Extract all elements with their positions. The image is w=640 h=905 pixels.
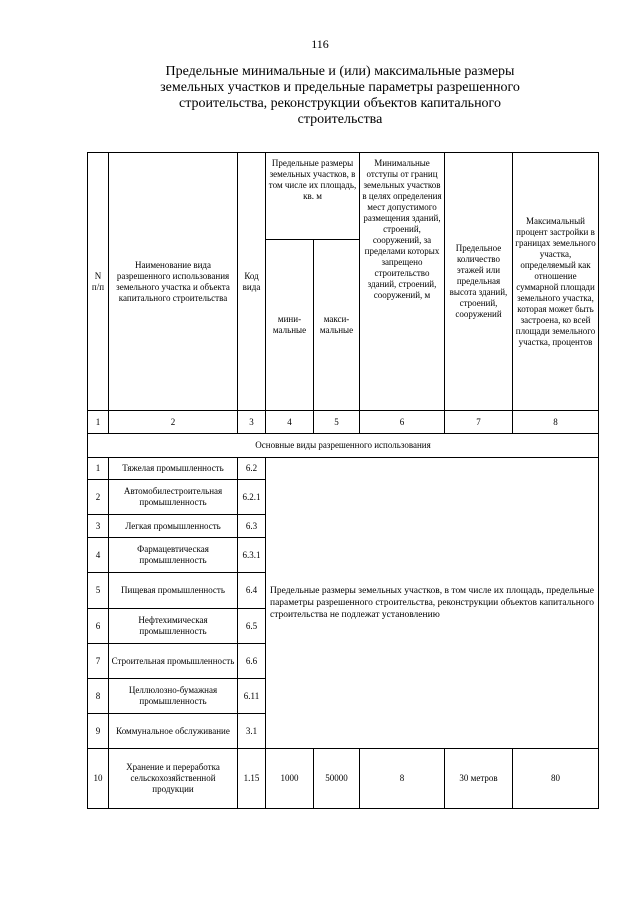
row-code: 6.4 [238, 573, 266, 609]
header-code: Код вида [238, 153, 266, 411]
row-height: 30 метров [445, 749, 513, 809]
row-code: 6.2.1 [238, 480, 266, 515]
row-name: Коммунальное обслуживание [109, 714, 238, 749]
header-building-percent: Максимальный процент застройки в границах земельного участка, определяемый как отношение суммарной площади земельного участка, которая может быть застроена, ко всей площади земельного участка, процентов [513, 153, 599, 411]
column-number: 7 [445, 411, 513, 434]
row-name: Строительная промышленность [109, 644, 238, 679]
row-number: 1 [88, 458, 109, 480]
header-plot-size: Предельные размеры земельных участков, в том числе их площадь, кв. м [266, 153, 360, 240]
row-name: Хранение и переработка сельскохозяйственной продукции [109, 749, 238, 809]
column-number: 1 [88, 411, 109, 434]
row-number: 4 [88, 538, 109, 573]
title-line: строительства, реконструкции объектов капитального [179, 96, 501, 111]
header-setback: Минимальные отступы от границ земельных участков в целях определения мест допустимого размещения зданий, строений, сооружений, за пределами которых запрещено строительство зданий, строений, сооружений, м [360, 153, 445, 411]
row-max-area: 50000 [314, 749, 360, 809]
row-code: 6.3.1 [238, 538, 266, 573]
page-number: 116 [311, 37, 329, 51]
header-min: мини- мальные [266, 240, 314, 411]
regulations-table [87, 152, 599, 809]
row-name: Нефтехимическая промышленность [109, 609, 238, 644]
row-min-area: 1000 [266, 749, 314, 809]
header-number: N п/п [88, 153, 109, 411]
row-name: Пищевая промышленность [109, 573, 238, 609]
row-number: 8 [88, 679, 109, 714]
row-setback: 8 [360, 749, 445, 809]
row-percent: 80 [513, 749, 599, 809]
title-line: Предельные минимальные и (или) максимальные размеры [165, 64, 515, 79]
header-use-type: Наименование вида разрешенного использования земельного участка и объекта капитального строительства [109, 153, 238, 411]
column-number: 8 [513, 411, 599, 434]
row-code: 6.2 [238, 458, 266, 480]
row-code: 6.5 [238, 609, 266, 644]
row-code: 6.11 [238, 679, 266, 714]
row-name: Легкая промышленность [109, 515, 238, 538]
row-number: 2 [88, 480, 109, 515]
row-name: Целлюлозно-бумажная промышленность [109, 679, 238, 714]
row-number: 6 [88, 609, 109, 644]
row-number: 9 [88, 714, 109, 749]
row-code: 6.3 [238, 515, 266, 538]
column-number: 6 [360, 411, 445, 434]
row-name: Фармацевтическая промышленность [109, 538, 238, 573]
row-number: 10 [88, 749, 109, 809]
document-title [140, 64, 540, 128]
row-name: Тяжелая промышленность [109, 458, 238, 480]
title-line: земельных участков и предельные параметры разрешенного [160, 80, 520, 95]
column-number: 3 [238, 411, 266, 434]
row-name: Автомобилестроительная промышленность [109, 480, 238, 515]
column-number: 4 [266, 411, 314, 434]
row-number: 5 [88, 573, 109, 609]
column-number: 5 [314, 411, 360, 434]
row-code: 6.6 [238, 644, 266, 679]
column-number: 2 [109, 411, 238, 434]
header-floors: Предельное количество этажей или предельная высота зданий, строений, сооружений [445, 153, 513, 411]
header-max: макси- мальные [314, 240, 360, 411]
row-number: 3 [88, 515, 109, 538]
section-title: Основные виды разрешенного использования [88, 434, 599, 458]
merged-note: Предельные размеры земельных участков, в том числе их площадь, предельные параметры разрешенного строительства, реконструкции объектов капитального строительства не подлежат установлению [266, 458, 599, 749]
row-code: 3.1 [238, 714, 266, 749]
title-line: строительства [297, 112, 383, 127]
row-code: 1.15 [238, 749, 266, 809]
row-number: 7 [88, 644, 109, 679]
